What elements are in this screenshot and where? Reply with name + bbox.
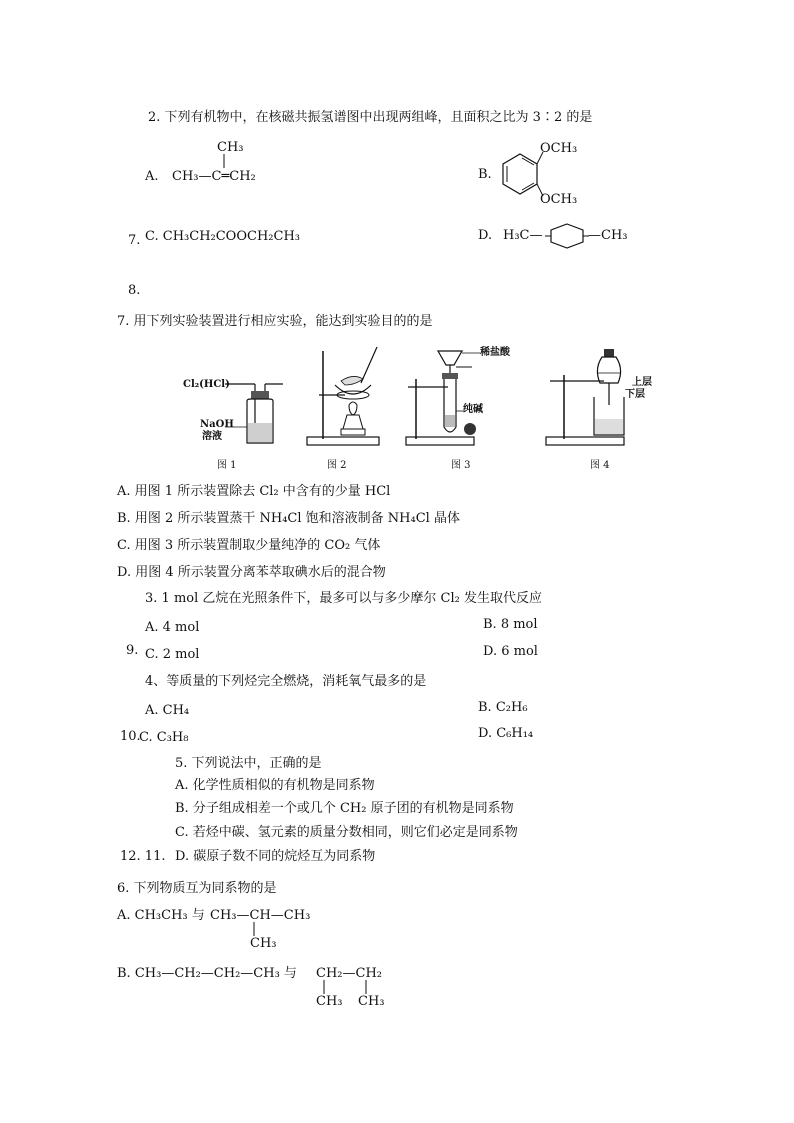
fig4-upper-label: 上层 [632,377,652,388]
q6-optB-left: B. CH₃—CH₂—CH₂—CH₃ 与 [117,966,297,981]
fig1-gas-label: Cl₂(HCl) [183,379,230,390]
q5-num: 12. 11. [120,849,166,864]
fig3-caption: 图 3 [451,460,471,471]
q4-stem: 4、等质量的下列烃完全燃烧，消耗氧气最多的是 [145,674,427,689]
fig3-acid-label: 稀盐酸 [480,347,510,358]
q2-optB-sub1: OCH₃ [540,141,578,156]
q5-optB: B. 分子组成相差一个或几个 CH₂ 原子团的有机物是同系物 [175,801,514,816]
q4-optA: A. CH₄ [145,703,190,718]
q3-optA: A. 4 mol [145,620,200,635]
fig1-caption: 图 1 [217,460,237,471]
q3-stem: 3. 1 mol 乙烷在光照条件下，最多可以与多少摩尔 Cl₂ 发生取代反应 [145,591,542,606]
q6-optA-right: CH₃—CH—CH₃ [210,908,311,923]
q7-stem: 7. 用下列实验装置进行相应实验，能达到实验目的的是 [117,314,433,329]
q5-optA: A. 化学性质相似的有机物是同系物 [175,778,375,793]
fig4-lower-label: 下层 [625,389,645,400]
q4-num: 10. [120,729,141,744]
q6-optA-left: A. CH₃CH₃ 与 [117,908,205,923]
fig3-solid-label: 纯碱 [463,404,483,415]
q2-optA-bond [222,154,226,168]
q3-optD: D. 6 mol [483,644,538,659]
q5-optD: D. 碳原子数不同的烷烃互为同系物 [175,849,376,864]
gas-washing-bottle-icon [225,375,285,450]
para-benzene-icon [545,222,589,250]
q2-optD-label: D. [478,228,493,243]
q2-optB-label: B. [478,167,492,182]
q5-optC: C. 若烃中碳、氢元素的质量分数相同，则它们必定是同系物 [175,825,518,840]
fig4-caption: 图 4 [590,460,610,471]
q6-optB-sub2: CH₃ [358,994,385,1009]
q6-stem: 6. 下列物质互为同系物的是 [117,881,277,896]
q6-optA-sub: CH₃ [250,936,277,951]
q4-optD: D. C₆H₁₄ [478,726,534,741]
fig1-reagent-label-2: 溶液 [202,431,222,442]
q3-num: 9. [126,643,139,658]
q6-optA-bond [252,922,256,936]
q4-optB: B. C₂H₆ [478,700,528,715]
q7-optA: A. 用图 1 所示装置除去 Cl₂ 中含有的少量 HCl [117,484,391,499]
q2-optD-right: —CH₃ [588,228,628,243]
q6-optB-sub1: CH₃ [316,994,343,1009]
evaporation-setup-icon [305,345,385,447]
separatory-funnel-setup-icon [544,345,634,447]
q2-optD-left: H₃C— [503,228,543,243]
q2-optA-formula: CH₃—C═CH₂ [172,169,256,184]
q3-optB: B. 8 mol [483,617,538,632]
q2-num-7: 7. [128,233,141,248]
q7-optD: D. 用图 4 所示装置分离苯萃取碘水后的混合物 [117,565,386,580]
q2-optA-substituent: CH₃ [217,140,244,155]
q2-optA-label: A. [145,169,159,184]
fig2-caption: 图 2 [327,460,347,471]
q6-optB-bonds [320,980,370,994]
benzene-ring-icon [495,148,545,200]
num-8: 8. [128,283,141,298]
q3-optC: C. 2 mol [145,647,200,662]
q6-optB-right: CH₂—CH₂ [316,966,382,981]
fig1-reagent-label-1: NaOH [200,419,234,430]
q7-optB: B. 用图 2 所示装置蒸干 NH₄Cl 饱和溶液制备 NH₄Cl 晶体 [117,511,460,526]
gas-generation-setup-icon [404,345,484,447]
q4-optC: C. C₃H₈ [139,730,189,745]
q5-stem: 5. 下列说法中，正确的是 [175,756,322,771]
q7-optC: C. 用图 3 所示装置制取少量纯净的 CO₂ 气体 [117,538,381,553]
q2-optB-sub2: OCH₃ [540,192,578,207]
q2-stem: 2. 下列有机物中，在核磁共振氢谱图中出现两组峰，且面积之比为 3∶2 的是 [148,110,593,125]
q2-optC: C. CH₃CH₂COOCH₂CH₃ [145,229,300,244]
